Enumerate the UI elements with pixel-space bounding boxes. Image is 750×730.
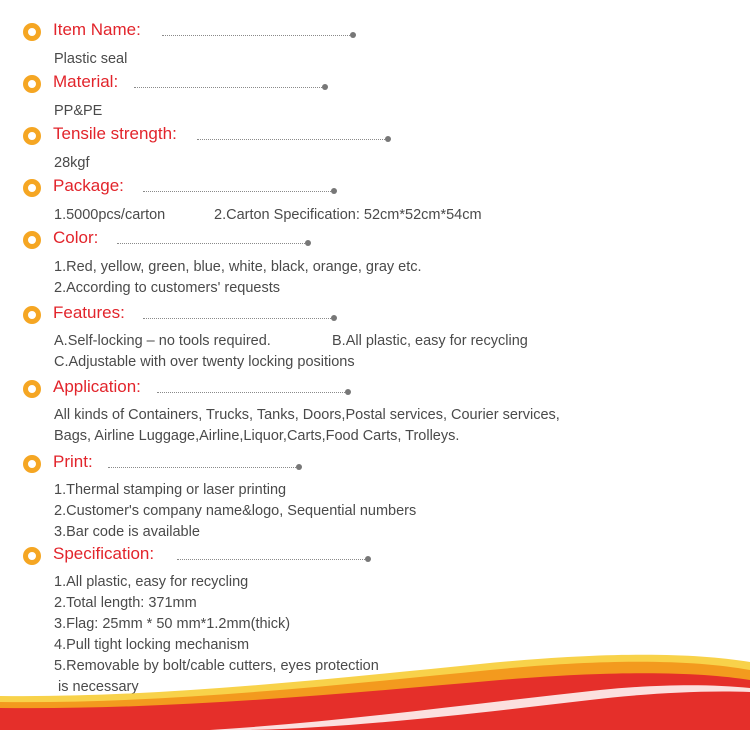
body-col: 1.5000pcs/carton: [54, 207, 166, 223]
body-line: 3.Bar code is available: [54, 524, 200, 540]
bullet-icon: [23, 23, 41, 41]
body-line: Bags, Airline Luggage,Airline,Liquor,Carts,Food Carts, Trolleys.: [54, 428, 460, 444]
leader-end-dot: [305, 240, 311, 246]
body-line: 2.According to customers' requests: [54, 280, 281, 296]
bullet-icon: [23, 380, 41, 398]
body-line: 5.Removable by bolt/cable cutters, eyes protection: [54, 658, 379, 674]
body-line: C.Adjustable with over twenty locking positions: [54, 354, 355, 370]
body-line: Plastic seal: [54, 51, 128, 67]
bullet-icon: [23, 547, 41, 565]
bullet-icon: [23, 231, 41, 249]
dotted-leader: [177, 559, 367, 560]
dotted-leader: [143, 191, 333, 192]
body-line: All kinds of Containers, Trucks, Tanks, Doors,Postal services, Courier services,: [54, 407, 560, 423]
bullet-icon: [23, 179, 41, 197]
leader-end-dot: [350, 32, 356, 38]
bullet-icon: [23, 306, 41, 324]
body-line: 4.Pull tight locking mechanism: [54, 637, 250, 653]
body-line: 1.Thermal stamping or laser printing: [54, 482, 287, 498]
section-body: [54, 480, 416, 543]
section-body: [54, 205, 482, 226]
section-body: [54, 153, 89, 174]
leader-end-dot: [331, 188, 337, 194]
body-col: A.Self-locking – no tools required.: [54, 333, 271, 349]
body-line: 1.Red, yellow, green, blue, white, black, orange, gray etc.: [54, 259, 422, 275]
section-body: [54, 331, 528, 373]
body-col: 2.Carton Specification: 52cm*52cm*54cm: [214, 207, 482, 223]
dotted-leader: [143, 318, 333, 319]
body-line: 1.All plastic, easy for recycling: [54, 574, 249, 590]
section-body: [54, 49, 127, 70]
section-title: Material:: [53, 72, 119, 91]
section-body: [54, 101, 102, 122]
body-line: PP&PE: [54, 103, 103, 119]
section-title: Specification:: [53, 544, 155, 563]
body-col: B.All plastic, easy for recycling: [332, 333, 528, 349]
section-body: [54, 257, 422, 299]
dotted-leader: [162, 35, 352, 36]
leader-end-dot: [345, 389, 351, 395]
body-line: 2.Total length: 371mm: [54, 595, 197, 611]
leader-end-dot: [365, 556, 371, 562]
body-line: is necessary: [54, 679, 139, 695]
decorative-wave-footer: [0, 640, 750, 730]
body-line: 3.Flag: 25mm * 50 mm*1.2mm(thick): [54, 616, 291, 632]
bullet-icon: [23, 127, 41, 145]
dotted-leader: [157, 392, 347, 393]
body-row: [54, 205, 482, 226]
leader-end-dot: [322, 84, 328, 90]
body-line: 28kgf: [54, 155, 90, 171]
section-title: Tensile strength:: [53, 124, 177, 143]
section-title: Application:: [53, 377, 141, 396]
leader-end-dot: [385, 136, 391, 142]
section-body: [54, 405, 560, 447]
section-title: Item Name:: [53, 20, 141, 39]
dotted-leader: [197, 139, 387, 140]
body-line: 2.Customer's company name&logo, Sequential numbers: [54, 503, 417, 519]
section-title: Color:: [53, 228, 99, 247]
section-title: Features:: [53, 303, 125, 322]
bullet-icon: [23, 455, 41, 473]
leader-end-dot: [331, 315, 337, 321]
dotted-leader: [108, 467, 298, 468]
section-title: Package:: [53, 176, 124, 195]
leader-end-dot: [296, 464, 302, 470]
section-title: Print:: [53, 452, 93, 471]
body-row: [54, 331, 528, 352]
dotted-leader: [134, 87, 324, 88]
dotted-leader: [117, 243, 307, 244]
bullet-icon: [23, 75, 41, 93]
